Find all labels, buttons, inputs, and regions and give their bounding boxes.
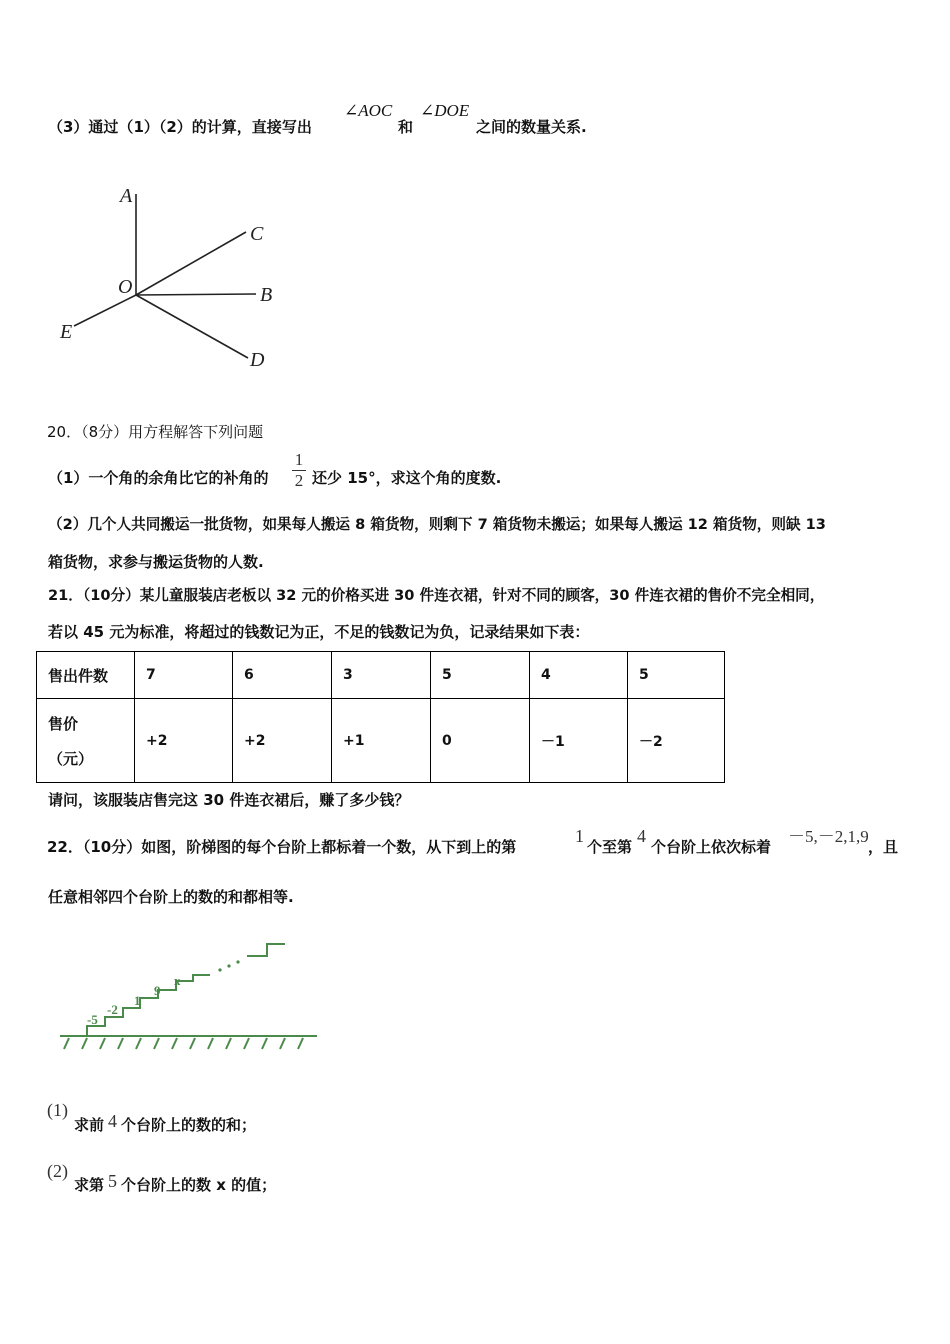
- table-cell: －2: [628, 699, 725, 783]
- table-cell: 7: [135, 652, 233, 699]
- q22-line2: 任意相邻四个台阶上的数的和都相等.: [48, 888, 294, 906]
- table-row: [37, 699, 725, 783]
- q20-part2-line2: 箱货物，求参与搬运货物的人数.: [48, 553, 264, 571]
- table-cell: 5: [628, 652, 725, 699]
- table-row: [37, 652, 725, 699]
- q19-part3-prefix: （3）通过（1）（2）的计算，直接写出: [48, 118, 312, 136]
- ray-oe: [74, 295, 136, 326]
- label-b: B: [260, 284, 273, 306]
- label-e: E: [60, 321, 73, 343]
- q22-sequence: －5,－2,1,9: [788, 827, 869, 846]
- q22-sub1-n: 4: [108, 1111, 117, 1131]
- angle-doe: ∠DOE: [420, 101, 470, 120]
- staircase-figure: [55, 930, 325, 1060]
- stair-steps: [87, 975, 210, 1036]
- table-header-price-a: 售价: [48, 714, 79, 733]
- table-header-price-b: （元）: [48, 749, 94, 768]
- table-header-price: [37, 699, 135, 783]
- q20-part1-suffix: 还少 15°，求这个角的度数.: [312, 469, 502, 487]
- label-a: A: [120, 185, 133, 207]
- step-label-3: 1: [134, 993, 141, 1008]
- q21-line1: 21．（10分）某儿童服装店老板以 32 元的价格买进 30 件连衣裙，针对不同的顾客，30 件连衣裙的售价不完全相同，: [48, 587, 825, 604]
- q22-line1-b: 个至第: [587, 838, 633, 856]
- q22-line1-c: 个台阶上依次标着: [651, 838, 772, 856]
- q22-sub2-number: (2): [47, 1161, 68, 1181]
- q22-sub2-n: 5: [108, 1171, 117, 1191]
- hatching: [64, 1038, 303, 1049]
- q20-part1-prefix: （1）一个角的余角比它的补角的: [48, 469, 269, 487]
- label-o: O: [118, 276, 133, 298]
- q20-header: 20．（8分）用方程解答下列问题: [47, 423, 264, 441]
- ellipsis-dot: [236, 960, 239, 963]
- angle-aoc: ∠AOC: [344, 101, 393, 120]
- ellipsis-dot: [227, 964, 230, 967]
- label-d: D: [250, 349, 265, 371]
- q22-line1-a: 22．（10分）如图，阶梯图的每个台阶上都标着一个数，从下到上的第: [47, 838, 517, 856]
- fraction-denominator: 2: [294, 471, 304, 490]
- table-cell: 4: [530, 652, 628, 699]
- table-cell: 5: [431, 652, 530, 699]
- q22-sub2-b: 个台阶上的数 x 的值；: [121, 1176, 277, 1194]
- table-cell: 6: [233, 652, 332, 699]
- q21-question: 请问，该服装店售完这 30 件连衣裙后，赚了多少钱？: [48, 791, 410, 809]
- q22-sub2-a: 求第: [74, 1176, 105, 1194]
- angle-figure: [50, 180, 290, 380]
- table-cell: +1: [332, 699, 431, 783]
- table-cell: +2: [233, 699, 332, 783]
- ray-ob: [136, 294, 256, 295]
- q22-sub1-number: (1): [47, 1100, 68, 1120]
- ellipsis-dot: [218, 968, 221, 971]
- label-c: C: [250, 223, 264, 245]
- q20-part2-line1: （2）几个人共同搬运一批货物，如果每人搬运 8 箱货物，则剩下 7 箱货物未搬运；如果每人搬运 12 箱货物，则缺 13: [48, 516, 826, 533]
- fraction-numerator: 1: [294, 450, 304, 469]
- q22-sub1-a: 求前: [74, 1116, 105, 1134]
- q19-part3-suffix: 之间的数量关系.: [476, 118, 587, 136]
- step-label-5: x: [174, 973, 181, 988]
- table-header-count: 售出件数: [37, 652, 135, 699]
- q19-conj: 和: [398, 118, 414, 136]
- q22-n1: 1: [575, 826, 584, 846]
- q22-sub1-b: 个台阶上的数的和；: [121, 1116, 257, 1134]
- step-label-1: -5: [87, 1012, 98, 1027]
- q22-n4: 4: [637, 826, 646, 846]
- sales-record-table: [36, 651, 725, 783]
- top-step: [247, 944, 285, 956]
- ray-od: [136, 295, 248, 358]
- table-cell: 0: [431, 699, 530, 783]
- fraction-one-half: [290, 451, 308, 490]
- step-label-2: -2: [107, 1002, 118, 1017]
- q22-line1-d: ，且: [868, 838, 899, 856]
- step-label-4: 9: [154, 983, 161, 998]
- ray-oc: [136, 232, 246, 295]
- table-cell: +2: [135, 699, 233, 783]
- table-cell: 3: [332, 652, 431, 699]
- q21-line2: 若以 45 元为标准，将超过的钱数记为正，不足的钱数记为负，记录结果如下表：: [48, 623, 590, 641]
- table-cell: －1: [530, 699, 628, 783]
